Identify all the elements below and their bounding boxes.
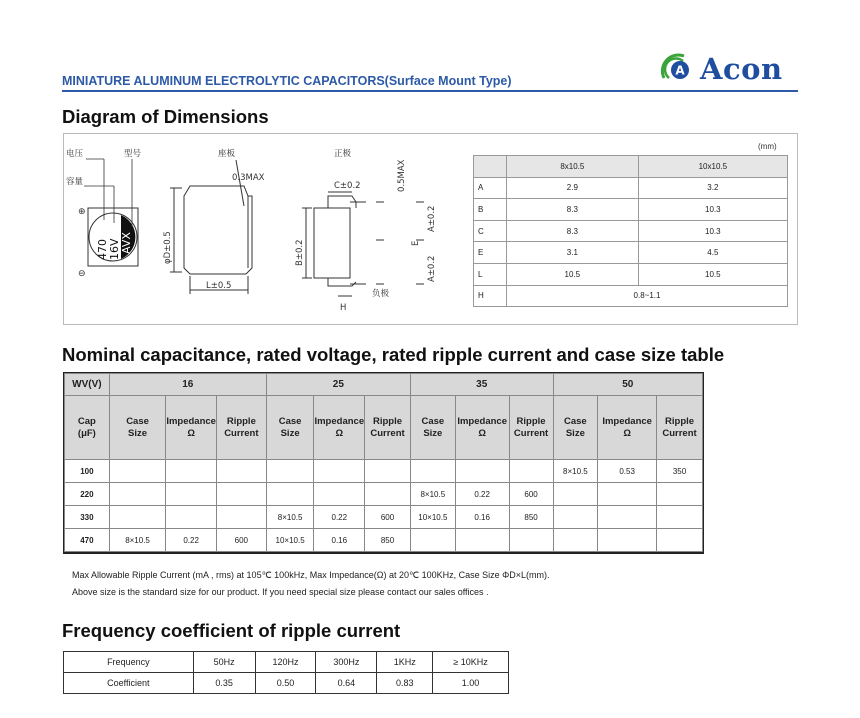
nominal-title: Nominal capacitance, rated voltage, rated ripple current and case size table [62,344,725,365]
dim-header-8x10-5: 8x10.5 [507,156,639,178]
table-cell [455,460,509,483]
ripple-label: Ripple [665,415,695,427]
table-cell [216,483,266,506]
ohm-label: Ω [335,427,344,439]
coefficient-value: 0.64 [316,673,377,694]
table-cell: 850 [365,529,411,552]
table-cell [598,483,657,506]
table-cell [314,460,365,483]
cap-value: 330 [65,506,110,529]
ripple-label: Ripple [373,415,403,427]
acon-logo-icon [656,50,696,86]
table-cell [109,506,166,529]
coefficient-label: Coefficient [64,673,194,694]
voltage-16: 16 [109,374,266,396]
table-row [474,263,788,285]
table-cell [455,529,509,552]
table-cell [314,483,365,506]
current-label: Current [224,427,259,439]
case-size-header [410,396,455,460]
label-model: 型号 [124,149,142,159]
table-cell: 850 [509,506,553,529]
table-cell [509,460,553,483]
impedance-label: Impedance [457,415,507,427]
table-cell: 0.16 [314,529,365,552]
coefficient-value: 0.83 [377,673,433,694]
cap-marking-brand: AVX [120,232,133,254]
case-label: Case [126,415,149,427]
case-label: Case [421,415,445,427]
size-note: Above size is the standard size for our product. If you need special size please contact our sales offices . [72,587,489,597]
current-label: Current [370,427,405,439]
ohm-label: Ω [623,427,631,439]
table-cell [216,506,266,529]
impedance-header [598,396,657,460]
table-row [64,652,509,673]
dimensions-table [473,155,788,307]
frequency-value: 300Hz [316,652,377,673]
wv-label: WV(V) [65,374,110,396]
table-row [474,220,788,242]
case-label: Case [278,415,302,427]
dim-value: 8.3 [507,220,639,242]
label-capacity: 容量 [66,177,84,187]
ripple-label: Ripple [226,415,256,427]
dim-key: L [474,263,507,285]
dim-value: 2.9 [507,177,639,199]
table-cell [109,460,166,483]
impedance-label: Impedance [166,415,216,427]
table-cell [216,460,266,483]
dim-table-header-row [474,156,788,178]
cap-value: 220 [65,483,110,506]
label-phi-d: φD±0.5 [163,231,173,264]
label-0-3max: 0.3MAX [232,173,265,183]
impedance-label: Impedance [602,415,652,427]
impedance-header [314,396,365,460]
dimension-diagram [66,136,468,322]
dim-value: 0.8~1.1 [507,285,788,307]
dim-value: 10.5 [507,263,639,285]
table-cell [410,529,455,552]
dim-key: A [474,177,507,199]
current-label: Current [513,427,549,439]
table-cell: 10×10.5 [410,506,455,529]
dim-key: B [474,199,507,221]
frequency-value: 50Hz [193,652,255,673]
ripple-label: Ripple [516,415,546,427]
cap-unit: (μF) [77,427,96,439]
ohm-label: Ω [478,427,486,439]
table-row [64,673,509,694]
cap-value: 100 [65,460,110,483]
label-a-top: A±0.2 [427,205,437,232]
nominal-table [64,373,703,552]
table-cell [657,483,703,506]
table-cell: 0.16 [455,506,509,529]
table-cell: 600 [509,483,553,506]
table-cell: 10×10.5 [266,529,314,552]
table-row [474,177,788,199]
dim-value: 3.1 [507,242,639,264]
frequency-value: ≥ 10KHz [433,652,509,673]
table-cell: 600 [365,506,411,529]
label-e: E [411,240,421,246]
plus-symbol: ⊕ [78,207,86,217]
impedance-label: Impedance [314,415,365,427]
table-cell: 8×10.5 [553,460,598,483]
table-cell [553,483,598,506]
dim-value: 4.5 [638,242,787,264]
cap-label: Cap [77,415,96,427]
voltage-35: 35 [410,374,553,396]
unit-label: (mm) [758,142,777,151]
size-label: Size [565,427,585,439]
table-cell [109,483,166,506]
label-voltage: 电压 [66,149,84,159]
ripple-header [657,396,703,460]
table-cell [365,460,411,483]
impedance-header [455,396,509,460]
coefficient-value: 0.50 [255,673,316,694]
table-row [65,460,703,483]
front-plate [314,208,350,278]
cap-marking-value: 470 [96,239,109,260]
cap-marking-voltage: 16V [108,238,121,260]
dim-value: 8.3 [507,199,639,221]
table-cell [553,529,598,552]
table-cell [410,460,455,483]
case-size-header [266,396,314,460]
table-cell [266,483,314,506]
table-cell [657,529,703,552]
label-b: B±0.2 [295,239,305,266]
page-header-title: MINIATURE ALUMINUM ELECTROLYTIC CAPACITORS(Surface Mount Type) [62,74,512,88]
dim-key: C [474,220,507,242]
frequency-value: 1KHz [377,652,433,673]
voltage-header-row [65,374,703,396]
label-c: C±0.2 [334,181,361,191]
case-size-header [553,396,598,460]
table-cell [509,529,553,552]
table-cell [553,506,598,529]
coefficient-value: 0.35 [193,673,255,694]
svg-text:A: A [675,63,685,78]
label-l: L±0.5 [206,281,232,291]
dim-value: 3.2 [638,177,787,199]
frequency-table [63,651,509,694]
table-cell: 600 [216,529,266,552]
cap-header [65,396,110,460]
label-negative: 负极 [372,289,390,299]
table-row [65,529,703,552]
size-label: Size [128,427,148,439]
dim-key: H [474,285,507,307]
table-cell: 8×10.5 [410,483,455,506]
ripple-note: Max Allowable Ripple Current (mA , rms) at 105℃ 100kHz, Max Impedance(Ω) at 20℃ 100KHz, Case Size ΦD×L(mm). [72,570,550,580]
table-cell [598,529,657,552]
side-body [184,186,252,274]
table-cell: 0.53 [598,460,657,483]
table-cell [166,483,217,506]
table-cell [166,460,217,483]
dim-key: E [474,242,507,264]
frequency-title: Frequency coefficient of ripple current [62,620,401,641]
label-0-5max: 0.5MAX [397,159,407,192]
table-cell [266,460,314,483]
size-label: Size [423,427,443,439]
table-row [474,199,788,221]
ohm-label: Ω [187,427,195,439]
case-label: Case [563,415,587,427]
table-cell: 0.22 [166,529,217,552]
dim-header-key [474,156,507,178]
current-label: Current [662,427,697,439]
voltage-25: 25 [266,374,410,396]
label-h: H [340,303,347,313]
label-positive: 正极 [334,149,352,159]
case-size-header [109,396,166,460]
impedance-header [166,396,217,460]
minus-symbol: ⊖ [78,269,86,279]
voltage-50: 50 [553,374,703,396]
table-cell: 8×10.5 [109,529,166,552]
sub-header-row [65,396,703,460]
table-cell [365,483,411,506]
table-cell: 350 [657,460,703,483]
dimensions-title: Diagram of Dimensions [62,106,269,127]
table-row [65,483,703,506]
table-cell: 8×10.5 [266,506,314,529]
ripple-header [216,396,266,460]
table-cell: 0.22 [314,506,365,529]
dim-value: 10.3 [638,220,787,242]
table-cell [657,506,703,529]
header-divider [62,90,798,92]
ripple-header [365,396,411,460]
frequency-value: 120Hz [255,652,316,673]
table-cell: 0.22 [455,483,509,506]
ripple-header [509,396,553,460]
label-seat-plate: 座板 [218,149,236,159]
label-a-bottom: A±0.2 [427,255,437,282]
coefficient-value: 1.00 [433,673,509,694]
cap-value: 470 [65,529,110,552]
frequency-label: Frequency [64,652,194,673]
table-cell [598,506,657,529]
table-row [474,242,788,264]
table-cell [166,506,217,529]
dim-value: 10.3 [638,199,787,221]
table-row [474,285,788,307]
dim-value: 10.5 [638,263,787,285]
dim-header-10x10-5: 10x10.5 [638,156,787,178]
brand-name: Acon [700,52,783,86]
size-label: Size [280,427,300,439]
table-row [65,506,703,529]
